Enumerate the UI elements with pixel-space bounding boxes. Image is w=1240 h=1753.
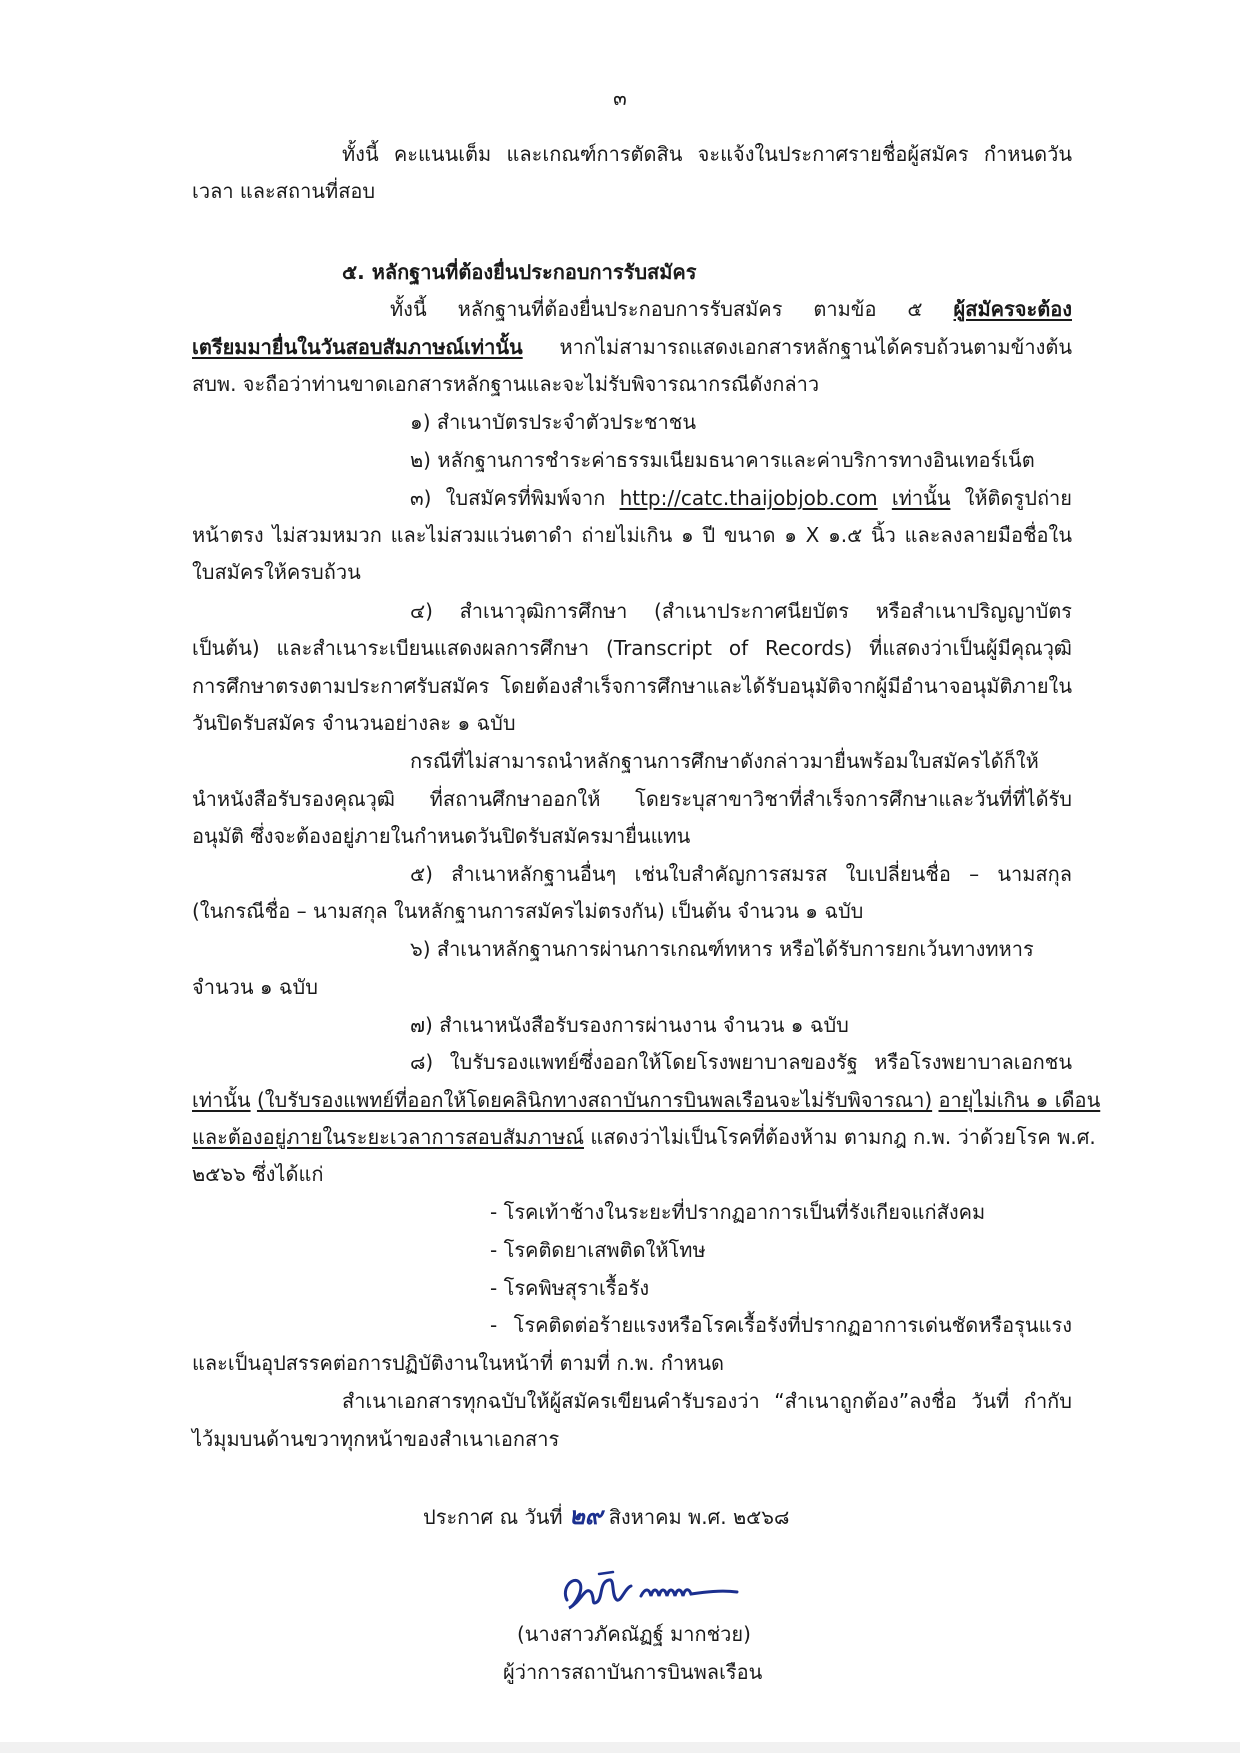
list-item-continuation: ใบสมัครให้ครบถ้วน xyxy=(192,560,361,584)
signature-image xyxy=(555,1562,745,1622)
disease-item: - โรคเท้าช้างในระยะที่ปรากฏอาการเป็นที่รังเกียจแก่สังคม xyxy=(490,1200,986,1224)
application-link[interactable]: http://catc.thaijobjob.com xyxy=(619,486,878,510)
paragraph-copy-certification: ไว้มุมบนด้านขวาทุกหน้าของสำเนาเอกสาร xyxy=(192,1427,560,1451)
list-item-continuation: วันปิดรับสมัคร จำนวนอย่างละ ๑ ฉบับ xyxy=(192,711,516,735)
text-run: ให้ติดรูปถ่าย xyxy=(950,486,1072,510)
announcement-date xyxy=(423,1502,789,1531)
text-run: ๓) ใบสมัครที่พิมพ์จาก xyxy=(410,486,620,510)
list-item: ๑) สำเนาบัตรประจำตัวประชาชน xyxy=(410,410,697,434)
emphasis-text: เตรียมมายื่นในวันสอบสัมภาษณ์เท่านั้น xyxy=(192,335,523,359)
list-item: ๔) สำเนาวุฒิการศึกษา (สำเนาประกาศนียบัตร หรือสำเนาปริญญาบัตร xyxy=(410,599,1072,623)
list-item-continuation xyxy=(192,1123,1096,1151)
paragraph-scoring-line: ทั้งนี้ คะแนนเต็ม และเกณฑ์การตัดสิน จะแจ้งในประกาศรายชื่อผู้สมัคร กำหนดวัน xyxy=(342,142,1072,166)
disease-item: - โรคติดยาเสพติดให้โทษ xyxy=(490,1238,706,1262)
signer-title: ผู้ว่าการสถาบันการบินพลเรือน xyxy=(503,1660,763,1684)
list-item-continuation: จำนวน ๑ ฉบับ xyxy=(192,975,318,999)
signer-name: (นางสาวภัคณัฏฐ์ มากช่วย) xyxy=(517,1622,751,1646)
list-item-continuation: การศึกษาตรงตามประกาศรับสมัคร โดยต้องสำเร็จการศึกษาและได้รับอนุมัติจากผู้มีอำนาจอนุมัติภายใน xyxy=(192,674,1072,698)
text-run: ทั้งนี้ หลักฐานที่ต้องยื่นประกอบการรับสมัคร ตามข้อ ๕ xyxy=(390,297,954,321)
paragraph-evidence-line xyxy=(192,333,1072,361)
paragraph-scoring-line: เวลา และสถานที่สอบ xyxy=(192,179,376,203)
list-item: ๗) สำเนาหนังสือรับรองการผ่านงาน จำนวน ๑ ฉบับ xyxy=(410,1013,849,1037)
emphasis-text: (ใบรับรองแพทย์ที่ออกให้โดยคลินิกทางสถาบันการบินพลเรือนจะไม่รับพิจารณา) xyxy=(256,1088,933,1112)
emphasis-text: อายุไม่เกิน ๑ เดือน xyxy=(938,1088,1101,1112)
disease-item: - โรคพิษสุราเรื้อรัง xyxy=(490,1276,650,1300)
paragraph-alternative: นำหนังสือรับรองคุณวุฒิ ที่สถานศึกษาออกให้ โดยระบุสาขาวิชาที่สำเร็จการศึกษาและวันที่ที่ได้รับ xyxy=(192,787,1072,811)
list-item: ๘) ใบรับรองแพทย์ซึ่งออกให้โดยโรงพยาบาลของรัฐ หรือโรงพยาบาลเอกชน xyxy=(410,1050,1072,1074)
list-item-continuation xyxy=(192,1086,1101,1114)
emphasis-text: เท่านั้น xyxy=(192,1088,251,1112)
section-heading: ๕. หลักฐานที่ต้องยื่นประกอบการรับสมัคร xyxy=(342,260,697,284)
list-item-continuation: ๒๕๖๖ ซึ่งได้แก่ xyxy=(192,1162,324,1186)
paragraph-evidence-line: สบพ. จะถือว่าท่านขาดเอกสารหลักฐานและจะไม่รับพิจารณากรณีดังกล่าว xyxy=(192,372,820,396)
list-item: ๖) สำเนาหลักฐานการผ่านการเกณฑ์ทหาร หรือได้รับการยกเว้นทางทหาร xyxy=(410,937,1034,961)
list-item: ๕) สำเนาหลักฐานอื่นๆ เช่นใบสำคัญการสมรส ใบเปลี่ยนชื่อ – นามสกุล xyxy=(410,862,1072,886)
paragraph-alternative: อนุมัติ ซึ่งจะต้องอยู่ภายในกำหนดวันปิดรับสมัครมายื่นแทน xyxy=(192,824,691,848)
list-item: ๒) หลักฐานการชำระค่าธรรมเนียมธนาคารและค่าบริการทางอินเทอร์เน็ต xyxy=(410,448,1035,472)
disease-item-continuation: และเป็นอุปสรรคต่อการปฏิบัติงานในหน้าที่ ตามที่ ก.พ. กำหนด xyxy=(192,1351,724,1375)
emphasis-text: เท่านั้น xyxy=(891,486,951,510)
paragraph-copy-certification: สำเนาเอกสารทุกฉบับให้ผู้สมัครเขียนคำรับรองว่า “สำเนาถูกต้อง”ลงชื่อ วันที่ กำกับ xyxy=(342,1389,1072,1413)
disease-item: - โรคติดต่อร้ายแรงหรือโรคเรื้อรังที่ปรากฏอาการเด่นชัดหรือรุนแรง xyxy=(490,1313,1072,1337)
text-run xyxy=(878,486,892,510)
emphasis-text: และต้องอยู่ภายในระยะเวลาการสอบสัมภาษณ์ xyxy=(192,1125,584,1149)
list-item-continuation: (ในกรณีชื่อ – นามสกุล ในหลักฐานการสมัครไม่ตรงกัน) เป็นต้น จำนวน ๑ ฉบับ xyxy=(192,899,864,923)
paragraph-alternative: กรณีที่ไม่สามารถนำหลักฐานการศึกษาดังกล่าวมายื่นพร้อมใบสมัครได้ก็ให้ xyxy=(410,749,1039,773)
text-run: หากไม่สามารถแสดงเอกสารหลักฐานได้ครบถ้วนตามข้างต้น xyxy=(522,335,1072,359)
list-item xyxy=(410,484,1072,512)
text-run: แสดงว่าไม่เป็นโรคที่ต้องห้าม ตามกฎ ก.พ. ว่าด้วยโรค พ.ศ. xyxy=(584,1125,1096,1149)
list-item-continuation: เป็นต้น) และสำเนาระเบียนแสดงผลการศึกษา (Transcript of Records) ที่แสดงว่าเป็นผู้มีคุณวุฒิ xyxy=(192,636,1072,660)
handwritten-day: ๒๙ xyxy=(568,1502,603,1530)
page-number: ๓ xyxy=(613,86,627,110)
text-run: ประกาศ ณ วันที่ xyxy=(423,1505,569,1529)
emphasis-text: ผู้สมัครจะต้อง xyxy=(953,297,1072,321)
list-item-continuation: หน้าตรง ไม่สวมหมวก และไม่สวมแว่นตาดำ ถ่ายไม่เกิน ๑ ปี ขนาด ๑ X ๑.๕ นิ้ว และลงลายมือชื่อใน xyxy=(192,523,1072,547)
scan-edge xyxy=(0,1742,1240,1753)
text-run: สิงหาคม พ.ศ. ๒๕๖๘ xyxy=(602,1505,790,1529)
paragraph-evidence-line xyxy=(390,295,1072,323)
